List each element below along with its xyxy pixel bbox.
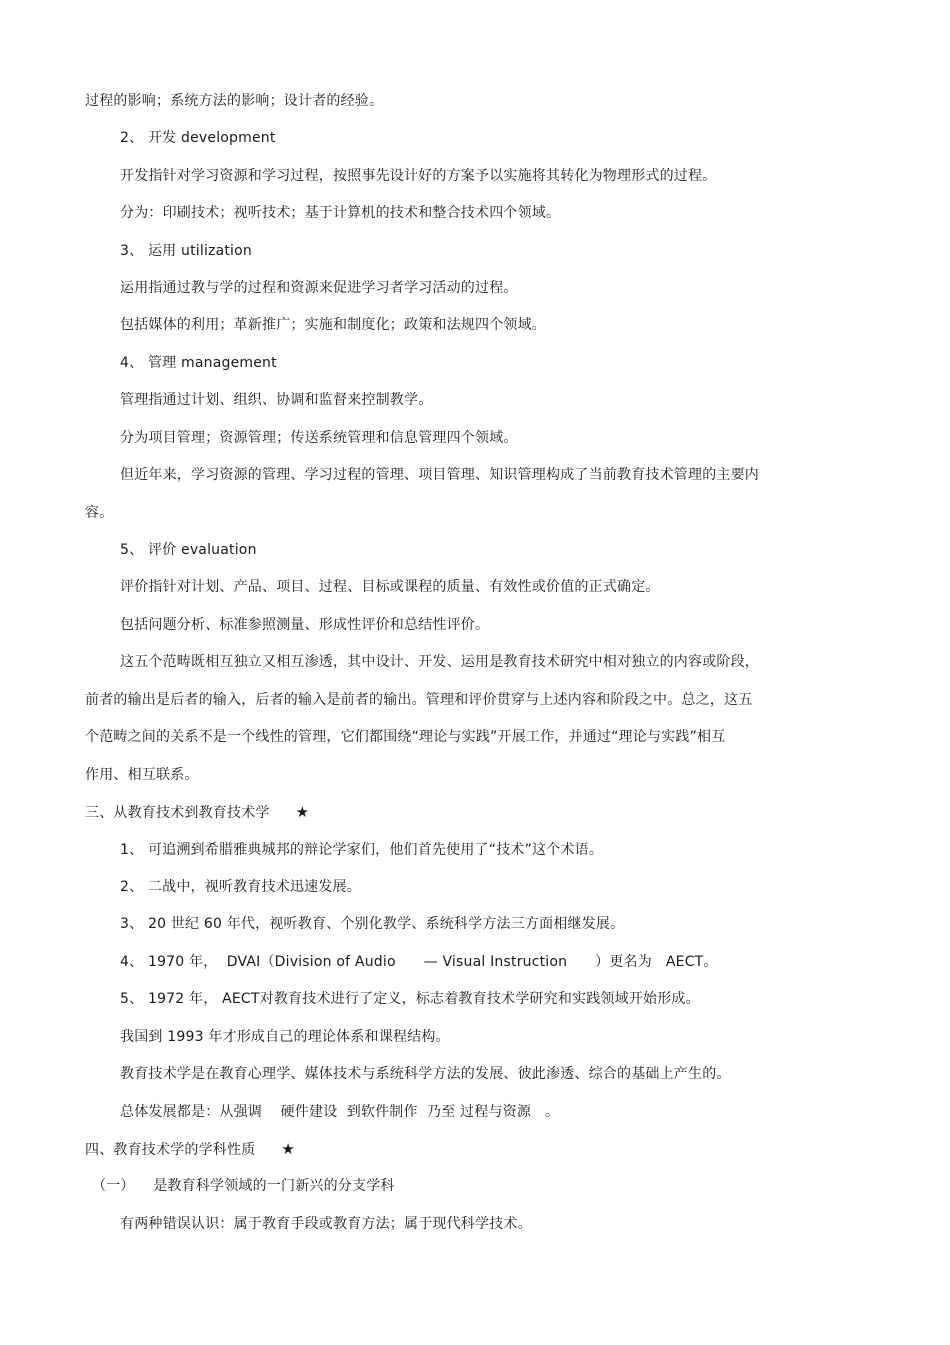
star-icon: ★ [295, 803, 310, 821]
text-line: 开发指针对学习资源和学习过程，按照事先设计好的方案予以实施将其转化为物理形式的过程。 [120, 168, 717, 184]
text-line: 过程的影响；系统方法的影响；设计者的经验。 [85, 93, 384, 109]
subheading-development: 2、 开发 development [120, 130, 276, 146]
section-heading-text: 四、教育技术学的学科性质 [85, 1142, 256, 1158]
text-line: 包括问题分析、标准参照测量、形成性评价和总结性评价。 [120, 617, 490, 633]
subheading-utilization: 3、 运用 utilization [120, 243, 252, 259]
text-line: 总体发展都是：从强调 硬件建设 到软件制作 乃至 过程与资源 。 [120, 1104, 560, 1120]
text-line: 分为：印刷技术；视听技术；基于计算机的技术和整合技术四个领域。 [120, 205, 561, 221]
text-line: 前者的输出是后者的输入，后者的输入是前者的输出。管理和评价贯穿与上述内容和阶段之中。总之，这五 [85, 692, 753, 708]
list-item: 2、 二战中，视听教育技术迅速发展。 [120, 879, 361, 895]
text-line: 评价指针对计划、产品、项目、过程、目标或课程的质量、有效性或价值的正式确定。 [120, 579, 660, 595]
text-line: 分为项目管理；资源管理；传送系统管理和信息管理四个领域。 [120, 430, 518, 446]
text-line: 个范畴之间的关系不是一个线性的管理，它们都围绕“理论与实践”开展工作，并通过“理论与实践”相互 [85, 729, 726, 745]
list-item: 5、 1972 年， AECT对教育技术进行了定义，标志着教育技术学研究和实践领域开始形成。 [120, 991, 700, 1007]
section-heading-text: 三、从教育技术到教育技术学 [85, 805, 270, 821]
text-line: 但近年来，学习资源的管理、学习过程的管理、项目管理、知识管理构成了当前教育技术管理的主要内 [120, 467, 759, 483]
text-line: 有两种错误认识：属于教育手段或教育方法；属于现代科学技术。 [120, 1216, 532, 1232]
list-item: 1、 可追溯到希腊雅典城邦的辩论学家们，他们首先使用了“技术”这个术语。 [120, 842, 604, 858]
text-line: 我国到 1993 年才形成自己的理论体系和课程结构。 [120, 1029, 450, 1045]
subheading-management: 4、 管理 management [120, 355, 277, 371]
list-item: 3、 20 世纪 60 年代，视听教育、个别化教学、系统科学方法三方面相继发展。 [120, 916, 625, 932]
text-line: 容。 [85, 505, 114, 521]
text-line: 这五个范畴既相互独立又相互渗透，其中设计、开发、运用是教育技术研究中相对独立的内容或阶段， [120, 654, 759, 670]
text-line: 运用指通过教与学的过程和资源来促进学习者学习活动的过程。 [120, 280, 518, 296]
subheading-evaluation: 5、 评价 evaluation [120, 542, 257, 558]
text-line: 教育技术学是在教育心理学、媒体技术与系统科学方法的发展、彼此渗透、综合的基础上产生的。 [120, 1066, 731, 1082]
text-line: 包括媒体的利用；革新推广；实施和制度化；政策和法规四个领域。 [120, 317, 546, 333]
section-heading-3 [85, 802, 309, 823]
section-heading-4 [85, 1139, 295, 1160]
text-line: 作用、相互联系。 [85, 767, 199, 783]
subsection-heading: （一） 是教育科学领域的一门新兴的分支学科 [92, 1178, 395, 1194]
list-item: 4、 1970 年， DVAI（Division of Audio — Visual Instruction ）更名为 AECT。 [120, 954, 718, 970]
star-icon: ★ [281, 1140, 296, 1158]
text-line: 管理指通过计划、组织、协调和监督来控制教学。 [120, 392, 433, 408]
